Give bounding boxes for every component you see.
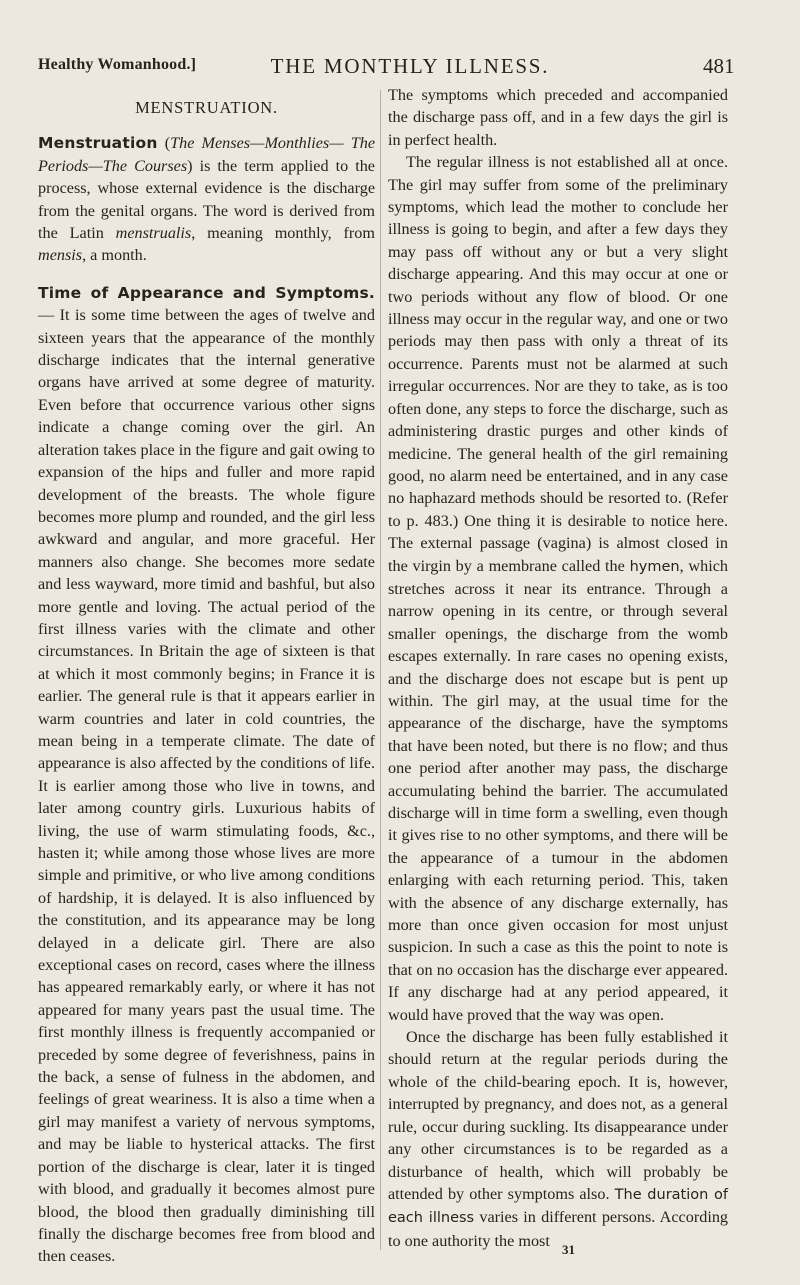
term-hymen: hymen (629, 558, 680, 575)
term-duration: The duration of each illness (388, 1186, 728, 1227)
right-column (388, 84, 728, 1252)
term-menstruation: Menstruation (38, 134, 158, 153)
paragraph-symptoms-pass: The symptoms which preceded and accompanied the discharge pass off, and in a few days the girl is in perfect health. (388, 86, 728, 149)
synonyms: The Menses—Monthlies— The Periods—The Courses (38, 134, 376, 175)
running-head-left: Healthy Womanhood.] (38, 56, 197, 73)
term-time-of-appearance: Time of Appearance and Symptoms. (38, 283, 375, 302)
signature-mark: 31 (562, 1242, 575, 1257)
page-title: THE MONTHLY ILLNESS. (270, 54, 550, 78)
column-divider (380, 90, 381, 1250)
page-number: 481 (703, 54, 735, 78)
left-column (38, 90, 375, 1268)
paragraph-time-of-appearance: Time of Appearance and Symptoms.— It is some time between the ages of twelve and sixteen years that the appearance of the monthly discharge indicates that the internal generative organs have arrived at some degree of maturity. Even before that occurrence various other signs indicate a change coming over the girl. An alteration takes place in the figure and gait owing to expansion of the hips and fuller and more rapid development of the breasts. The whole figure becomes more plump and rounded, and the girl less awkward and angular, and more graceful. Her manners also change. She becomes more sedate and less wayward, more timid and bashful, but also more gentle and loving. The actual period of the first illness varies with the climate and other circumstances. In Britain the age of sixteen is that at which it most commonly begins; in France it is earlier. The general rule is that it appears earlier in warm countries and later in cold countries, the mean being in a temperate climate. The date of appearance is also affected by the conditions of life. It is earlier among those who live in towns, and later among country girls. Luxurious habits of living, the use of warm stimulating foods, &c., hasten it; while among those whose lives are more simple and primitive, or who live among conditions of hardship, it is delayed. It is also influenced by the constitution, and its appearance may be long delayed in a delicate girl. There are also exceptional cases on record, cases where the illness has appeared remarkably early, or where it has not appeared for many years past the usual time. The first monthly illness is frequently accompanied or preceded by some degree of feverishness, pains in the back, a sense of fulness in the abdomen, and feelings of great weariness. It is also a time when a girl may manifest a variety of nervous symptoms, and may be liable to hysterical attacks. The first portion of the discharge is clear, later it is tinged with blood, and gradually it becomes almost pure blood, the blood then gradually diminishing till finally the discharge becomes free from blood and then ceases. (38, 283, 375, 1266)
section-heading: MENSTRUATION. (135, 98, 278, 117)
paragraph-regular-illness: The regular illness is not established all at once. The girl may suffer from some of the preliminary symptoms, which lead the mother to conclude her illness is going to begin, and after a few days they may pass off without any or but a very slight discharge appearing. And this may occur at one or two periods without any flow of blood. Or one illness may occur in the regular way, and one or two periods may then pass with only a threat of its occurrence. Parents must not be alarmed at such irregular occurrences. Nor are they to take, as is too often done, any steps to force the discharge, such as administering drastic purges and other kinds of medicine. The general health of the girl remaining good, no alarm need be entertained, and in any case no haphazard methods should be resorted to. (Refer to p. 483.) One thing it is desirable to notice here. The external passage (vagina) is almost closed in the virgin by a membrane called the hymen, which stretches across it near its entrance. Through a narrow opening in its centre, or through several smaller openings, the discharge from the womb escapes externally. In rare cases no opening exists, and the discharge does not escape but is pent up within. The girl may, at the usual time for the appearance of the discharge, have the symptoms that have been noted, but there is no flow; and thus one period after another may pass, the discharge accumulating behind the barrier. The accumulated discharge will in time form a swelling, even though it gives rise to no other symptoms, and there will be the appearance of a tumour in the abdomen enlarging with each returning period. This, taken with the absence of any discharge externally, has more than once given occasion for most unjust suspicion. In such a case as this the point to note is that on no occasion has the discharge ever appeared. If any discharge had at any period appeared, it would have proved that the way was open. (388, 153, 728, 1024)
paragraph-established: Once the discharge has been fully established it should return at the regular periods during the whole of the child-bearing epoch. It is, however, interrupted by pregnancy, and does not, as a general rule, occur during suckling. Its disappearance under any other circumstances is to be regarded as a disturbance of health, which will probably be attended by other symptoms also. The duration of each illness varies in different persons. According to one authority the most (388, 1028, 729, 1250)
paragraph-menstruation: Menstruation (The Menses—Monthlies— The Periods—The Courses) is the term applied to the process, whose external evidence is the discharge from the genital organs. The word is derived from the Latin menstrualis, meaning monthly, from mensis, a month. (38, 134, 376, 265)
